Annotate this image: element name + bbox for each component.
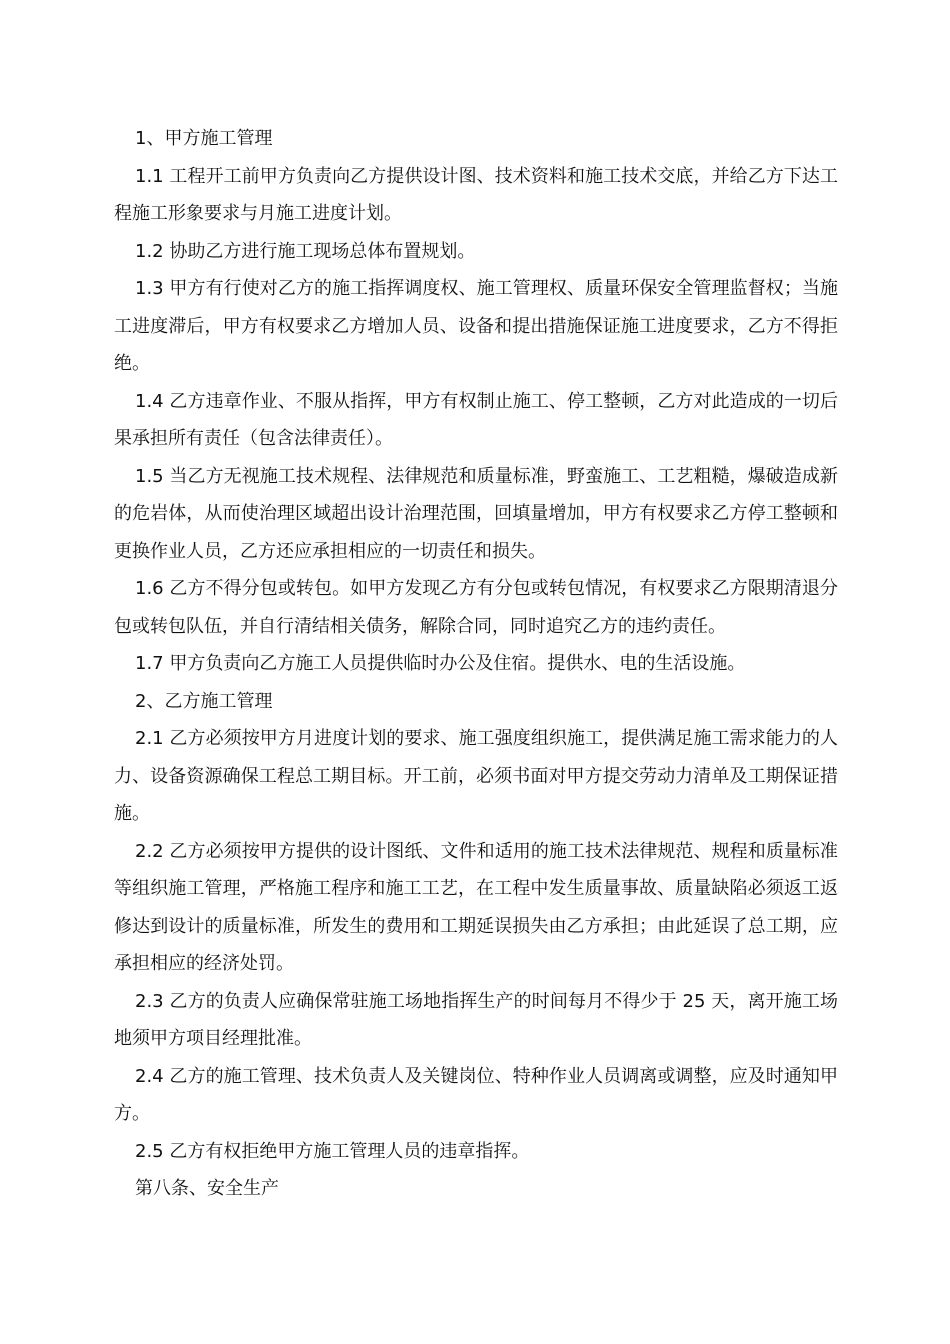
clause-1-2: 1.2 协助乙方进行施工现场总体布置规划。: [135, 240, 476, 262]
clause-1-4: 1.4 乙方违章作业、不服从指挥，甲方有权制止施工、停工整顿，乙方对此造成的一切后果承担所有责任（包含法律责任）。: [114, 390, 838, 449]
section-heading-party-b-management: 2、乙方施工管理: [135, 690, 273, 712]
section-heading-party-a-management: 1、甲方施工管理: [135, 128, 273, 149]
clause-2-5: 2.5 乙方有权拒绝甲方施工管理人员的违章指挥。: [135, 1140, 530, 1162]
clause-1-3: 1.3 甲方有行使对乙方的施工指挥调度权、施工管理权、质量环保安全管理监督权；当施工进度滞后，甲方有权要求乙方增加人员、设备和提出措施保证施工进度要求，乙方不得拒绝。: [114, 278, 838, 374]
clause-1-5: 1.5 当乙方无视施工技术规程、法律规范和质量标准，野蛮施工、工艺粗糙，爆破造成新的危岩体，从而使治理区域超出设计治理范围，回填量增加，甲方有权要求乙方停工整顿和更换作业人员，乙方还应承担相应的一切责任和损失。: [114, 465, 838, 562]
clause-2-2: 2.2 乙方必须按甲方提供的设计图纸、文件和适用的施工技术法律规范、规程和质量标准等组织施工管理，严格施工程序和施工工艺，在工程中发生质量事故、质量缺陷必须返工返修达到设计的质量标准，所发生的费用和工期延误损失由乙方承担；由此延误了总工期，应承担相应的经济处罚。: [114, 840, 838, 974]
article-8-heading: 第八条、安全生产: [135, 1178, 279, 1199]
clause-2-4: 2.4 乙方的施工管理、技术负责人及关键岗位、特种作业人员调离或调整，应及时通知甲方。: [114, 1065, 838, 1124]
clause-2-3: 2.3 乙方的负责人应确保常驻施工场地指挥生产的时间每月不得少于 25 天，离开施工场地须甲方项目经理批准。: [114, 990, 838, 1049]
clause-1-1: 1.1 工程开工前甲方负责向乙方提供设计图、技术资料和施工技术交底，并给乙方下达工程施工形象要求与月施工进度计划。: [114, 165, 838, 224]
document-body: [114, 120, 838, 1208]
clause-1-7: 1.7 甲方负责向乙方施工人员提供临时办公及住宿。提供水、电的生活设施。: [135, 653, 746, 674]
clause-1-6: 1.6 乙方不得分包或转包。如甲方发现乙方有分包或转包情况，有权要求乙方限期清退分包或转包队伍，并自行清结相关债务，解除合同，同时追究乙方的违约责任。: [114, 578, 838, 637]
clause-2-1: 2.1 乙方必须按甲方月进度计划的要求、施工强度组织施工，提供满足施工需求能力的人力、设备资源确保工程总工期目标。开工前，必须书面对甲方提交劳动力清单及工期保证措施。: [114, 728, 838, 824]
